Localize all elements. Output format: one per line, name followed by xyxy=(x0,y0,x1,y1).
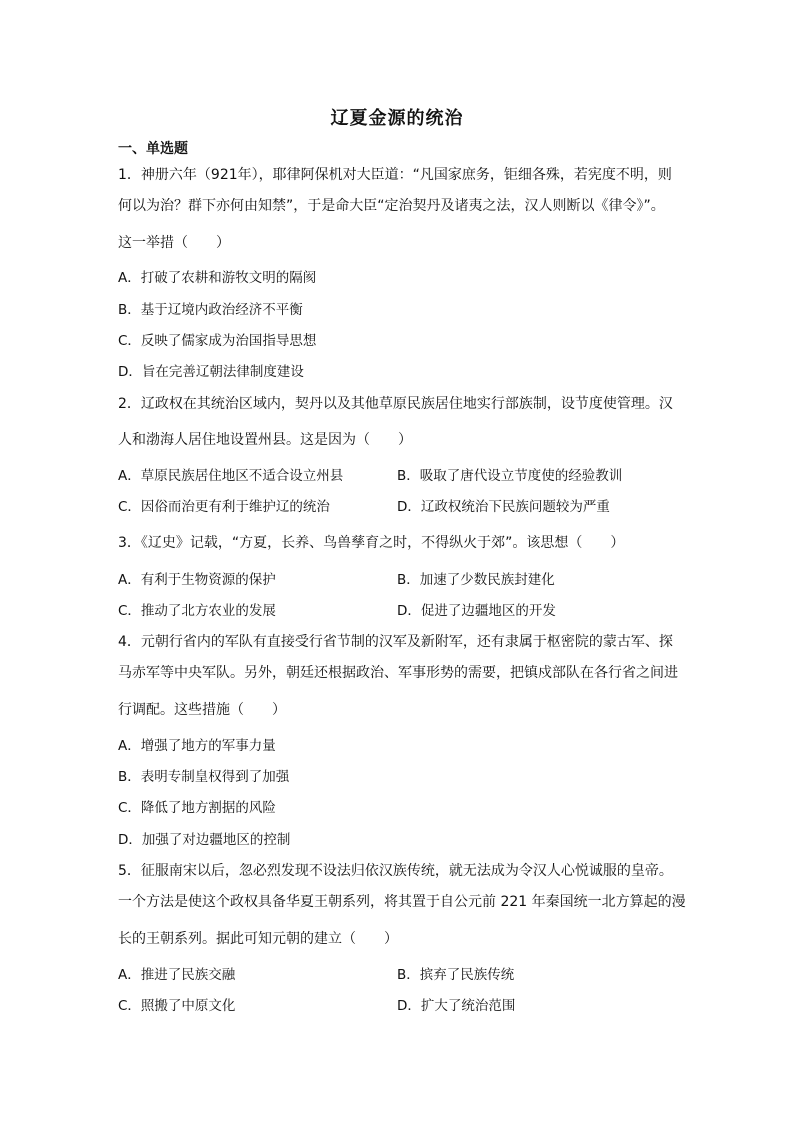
question-4-option-d: D．加强了对边疆地区的控制 xyxy=(118,832,291,848)
question-5-option-d: D．扩大了统治范围 xyxy=(397,998,516,1014)
question-2-line-2: 人和渤海人居住地设置州县。这是因为（ ） xyxy=(118,432,412,448)
question-1-line-2: 何以为治？群下亦何由知禁”，于是命大臣“定治契丹及诸夷之法，汉人则断以《律令》”。 xyxy=(118,198,665,214)
question-1-option-a: A．打破了农耕和游牧文明的隔阂 xyxy=(118,270,317,286)
question-2-option-b: B．吸取了唐代设立节度使的经验教训 xyxy=(397,468,623,484)
question-1-option-c: C．反映了儒家成为治国指导思想 xyxy=(118,333,317,349)
question-4-option-b: B．表明专制皇权得到了加强 xyxy=(118,769,290,785)
question-5-option-b: B．摈弃了民族传统 xyxy=(397,967,515,983)
question-1-line-3: 这一举措（ ） xyxy=(118,235,230,251)
question-2-line-1: 2．辽政权在其统治区域内，契丹以及其他草原民族居住地实行部族制，设节度使管理。汉 xyxy=(118,396,673,412)
question-5-line-1: 5．征服南宋以后，忽必烈发现不设法归依汉族传统，就无法成为令汉人心悦诚服的皇帝。 xyxy=(118,863,673,879)
question-4-option-c: C．降低了地方割据的风险 xyxy=(118,800,276,816)
question-4-option-a: A．增强了地方的军事力量 xyxy=(118,738,276,754)
question-4-line-2: 马赤军等中央军队。另外，朝廷还根据政治、军事形势的需要，把镇戍部队在各行省之间进 xyxy=(118,665,678,681)
question-4-line-1: 4．元朝行省内的军队有直接受行省节制的汉军及新附军，还有隶属于枢密院的蒙古军、探 xyxy=(118,634,673,650)
question-5-option-a: A．推进了民族交融 xyxy=(118,967,236,983)
question-3-option-d: D．促进了边疆地区的开发 xyxy=(397,603,556,619)
question-2-option-d: D．辽政权统治下民族问题较为严重 xyxy=(397,499,610,515)
question-1-option-b: B．基于辽境内政治经济不平衡 xyxy=(118,302,303,318)
question-3-line-1: 3．《辽史》记载，“方夏，长养、鸟兽孳育之时，不得纵火于郊”。该思想（ ） xyxy=(118,535,625,551)
page-title: 辽夏金源的统治 xyxy=(330,108,464,129)
question-1-option-d: D．旨在完善辽朝法律制度建设 xyxy=(118,364,304,380)
question-5-line-3: 长的王朝系列。据此可知元朝的建立（ ） xyxy=(118,931,398,947)
question-4-line-3: 行调配。这些措施（ ） xyxy=(118,702,286,718)
question-3-option-a: A．有利于生物资源的保护 xyxy=(118,572,276,588)
question-5-line-2: 一个方法是使这个政权具备华夏王朝系列，将其置于自公元前 221 年秦国统一北方算起的漫 xyxy=(118,894,686,910)
question-3-option-c: C．推动了北方农业的发展 xyxy=(118,603,276,619)
question-3-option-b: B．加速了少数民族封建化 xyxy=(397,572,555,588)
question-2-option-a: A．草原民族居住地区不适合设立州县 xyxy=(118,468,344,484)
section-heading: 一、单选题 xyxy=(118,141,188,157)
question-2-option-c: C．因俗而治更有利于维护辽的统治 xyxy=(118,499,330,515)
question-5-option-c: C．照搬了中原文化 xyxy=(118,998,236,1014)
question-1-line-1: 1．神册六年（921年），耶律阿保机对大臣道：“凡国家庶务，钜细各殊，若宪度不明，则 xyxy=(118,167,672,183)
